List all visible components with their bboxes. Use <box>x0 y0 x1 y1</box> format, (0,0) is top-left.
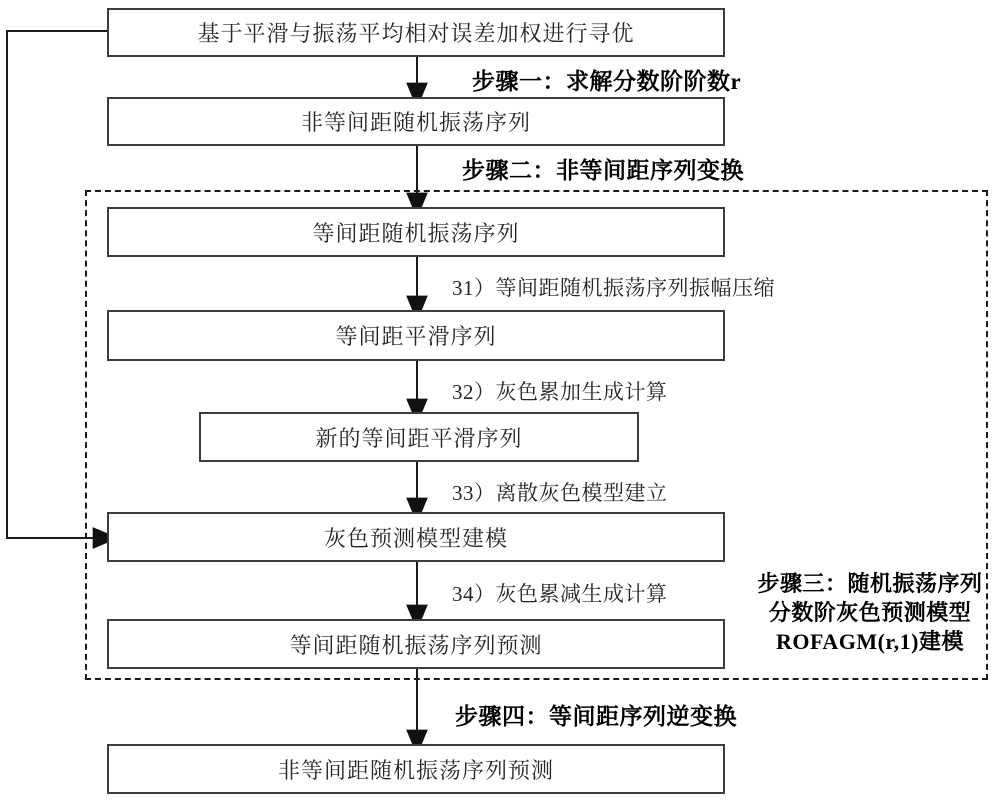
flow-box-equidistant-smooth-sequence <box>107 310 725 361</box>
flow-box-nonequidistant-oscillation-sequence <box>107 97 725 146</box>
substep-33-label: 33）离散灰色模型建立 <box>452 481 668 505</box>
flow-box-equidistant-oscillation-sequence <box>107 207 725 257</box>
step3-label-line1: 步骤三：随机振荡序列 <box>757 571 983 596</box>
step3-label <box>748 569 992 656</box>
flow-box-label: 等间距平滑序列 <box>335 324 497 349</box>
flow-box-equidistant-oscillation-prediction <box>107 619 725 669</box>
substep-34-label: 34）灰色累减生成计算 <box>452 582 668 606</box>
step3-label-line2: 分数阶灰色预测模型 <box>768 600 972 625</box>
flow-box-label: 非等间距随机振荡序列预测 <box>277 757 554 783</box>
step2-label: 步骤二：非等间距序列变换 <box>462 158 744 183</box>
step3-label-line3: ROFAGM(r,1)建模 <box>776 629 964 654</box>
substep-31-label: 31）等间距随机振荡序列振幅压缩 <box>452 276 775 300</box>
step4-label: 步骤四：等间距序列逆变换 <box>455 704 737 729</box>
flow-box-label: 基于平滑与振荡平均相对误差加权进行寻优 <box>197 21 635 46</box>
flow-box-label: 等间距随机振荡序列预测 <box>289 632 543 658</box>
flow-box-label: 非等间距随机振荡序列 <box>300 110 531 135</box>
substep-32-label: 32）灰色累加生成计算 <box>452 380 668 404</box>
step1-label: 步骤一：求解分数阶阶数r <box>472 69 742 94</box>
flow-box-label: 等间距随机振荡序列 <box>312 220 520 246</box>
flow-box-nonequidistant-oscillation-prediction <box>107 744 725 794</box>
flow-box-grey-prediction-modeling <box>107 512 725 562</box>
flow-box-new-equidistant-smooth-sequence <box>199 412 639 462</box>
flow-box-weighted-optimization <box>107 8 725 57</box>
flow-box-label: 新的等间距平滑序列 <box>315 425 523 451</box>
flow-box-label: 灰色预测模型建模 <box>323 525 508 551</box>
